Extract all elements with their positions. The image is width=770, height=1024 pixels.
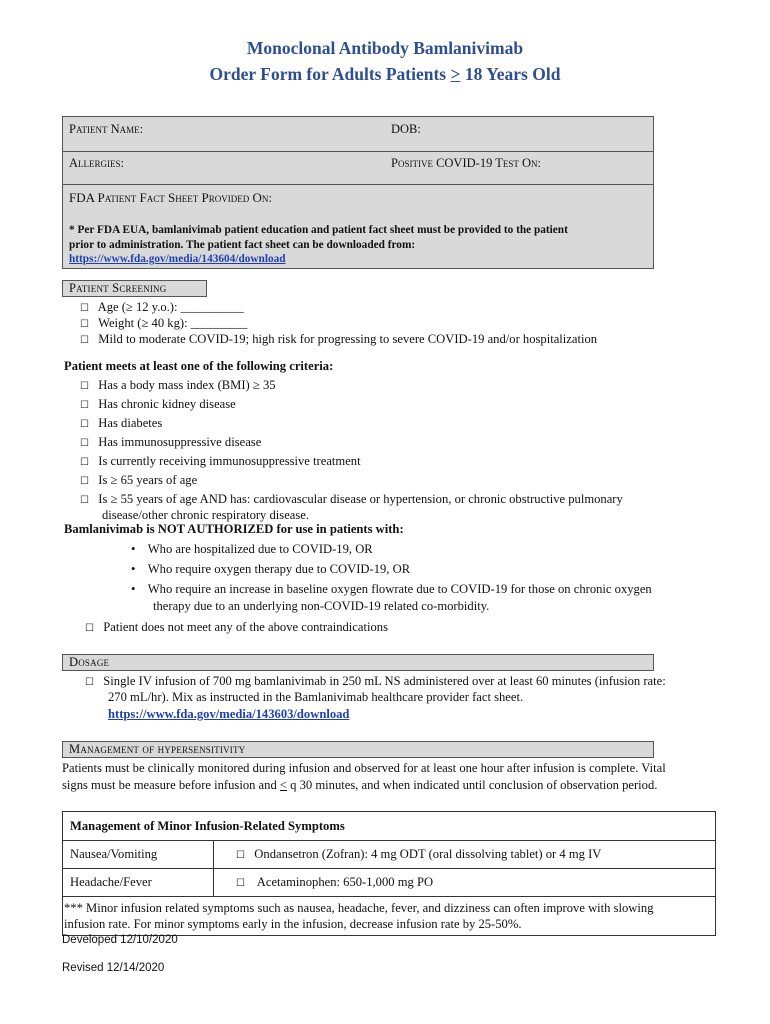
checkbox-icon[interactable]: ☐ [80, 400, 89, 411]
criteria-item-immuno-disease[interactable]: ☐ Has immunosuppressive disease [80, 435, 262, 449]
screening-item-covid[interactable]: ☐ Mild to moderate COVID-19; high risk for progressing to severe COVID-19 and/or hospitalization [80, 332, 598, 346]
patient-name-field[interactable]: Patient Name: [69, 122, 144, 136]
criteria-item-kidney[interactable]: ☐ Has chronic kidney disease [80, 397, 236, 411]
title-prefix: Order Form for Adults Patients [209, 64, 451, 84]
symptoms-note-line2: infusion rate. For minor symptoms early in the infusion, decrease infusion rate by 25-50%. [64, 917, 522, 931]
symptoms-note [63, 897, 716, 936]
treatment-cell[interactable]: ☐ Ondansetron (Zofran): 4 mg ODT (oral dissolving tablet) or 4 mg IV [214, 841, 716, 869]
patient-info-block [62, 116, 654, 269]
symptoms-note-line1: *** Minor infusion related symptoms such as nausea, headache, fever, and dizziness can often improve with slowing [64, 901, 654, 915]
revised-date: Revised 12/14/2020 [62, 962, 165, 974]
criteria-item-bmi[interactable]: ☐ Has a body mass index (BMI) ≥ 35 [80, 378, 276, 392]
criteria-item-age55[interactable]: ☐ Is ≥ 55 years of age AND has: cardiovascular disease or hypertension, or chronic obstructive pulmonary [80, 492, 623, 506]
bullet-icon: • [131, 582, 136, 596]
fact-sheet-note-line1: * Per FDA EUA, bamlanivimab patient education and patient fact sheet must be provided to the patient [69, 224, 568, 236]
fact-sheet-field[interactable]: FDA Patient Fact Sheet Provided On: [69, 190, 272, 205]
dosage-line2: 270 mL/hr). Mix as instructed in the Bamlanivimab healthcare provider fact sheet. [108, 690, 524, 704]
checkbox-icon[interactable]: ☐ [80, 476, 89, 487]
hypersensitivity-line1: Patients must be clinically monitored during infusion and observed for at least one hour after infusion is complete. Vital [62, 761, 666, 775]
dosage-header-bar [62, 654, 654, 671]
not-authorized-bullet-1: • Who are hospitalized due to COVID-19, OR [131, 542, 373, 556]
hypersensitivity-line2: signs must be measure before infusion and < q 30 minutes, and when indicated until conclusion of observation period. [62, 778, 658, 792]
criteria-heading: Patient meets at least one of the following criteria: [64, 359, 334, 373]
treatment-cell[interactable]: ☐ Acetaminophen: 650-1,000 mg PO [214, 869, 716, 897]
checkbox-icon[interactable]: ☐ [236, 850, 245, 861]
screening-header: Patient Screening [69, 281, 167, 295]
dosage-checkbox-line[interactable]: ☐ Single IV infusion of 700 mg bamlanivimab in 250 mL NS administered over at least 60 minutes (infusion rate: [85, 674, 666, 688]
checkbox-icon[interactable]: ☐ [80, 495, 89, 506]
title-suffix: 18 Years Old [460, 64, 561, 84]
form-title-line2 [0, 64, 770, 85]
developed-date: Developed 12/10/2020 [62, 934, 178, 946]
table-note-row [63, 897, 716, 936]
symptoms-table-header: Management of Minor Infusion-Related Symptoms [63, 812, 716, 841]
bullet-icon: • [131, 542, 136, 556]
table-row [63, 841, 716, 869]
symptom-cell: Headache/Fever [63, 869, 214, 897]
checkbox-icon[interactable]: ☐ [80, 419, 89, 430]
not-authorized-bullet-3: • Who require an increase in baseline oxygen flowrate due to COVID-19 for those on chronic oxygen [131, 582, 652, 596]
hypersensitivity-header-bar [62, 741, 654, 758]
screening-item-age[interactable]: ☐ Age (≥ 12 y.o.): __________ [80, 300, 244, 314]
dosage-link[interactable]: https://www.fda.gov/media/143603/download [108, 707, 350, 721]
title-symbol: > [450, 64, 461, 84]
not-authorized-heading: Bamlanivimab is NOT AUTHORIZED for use in patients with: [64, 522, 404, 536]
table-row [63, 869, 716, 897]
checkbox-icon[interactable]: ☐ [80, 438, 89, 449]
screening-item-weight[interactable]: ☐ Weight (≥ 40 kg): _________ [80, 316, 248, 330]
criteria-item-age55-continuation: disease/other chronic respiratory disease. [102, 508, 310, 522]
checkbox-icon[interactable]: ☐ [80, 319, 89, 330]
symptom-cell: Nausea/Vomiting [63, 841, 214, 869]
contraindications-checkbox[interactable]: ☐ Patient does not meet any of the above contraindications [85, 620, 388, 634]
symptoms-table [62, 811, 716, 936]
fact-sheet-note-line2: prior to administration. The patient fact sheet can be downloaded from: [69, 239, 416, 251]
not-authorized-bullet-3-continuation: therapy due to an underlying non-COVID-19 related co-morbidity. [153, 599, 490, 613]
criteria-item-diabetes[interactable]: ☐ Has diabetes [80, 416, 163, 430]
dob-field[interactable]: DOB: [391, 122, 421, 136]
hypersensitivity-header: Management of hypersensitivity [69, 742, 246, 756]
checkbox-icon[interactable]: ☐ [80, 303, 89, 314]
criteria-item-immuno-treatment[interactable]: ☐ Is currently receiving immunosuppressive treatment [80, 454, 361, 468]
form-title-line1: Monoclonal Antibody Bamlanivimab [246, 38, 524, 58]
criteria-item-age65[interactable]: ☐ Is ≥ 65 years of age [80, 473, 198, 487]
checkbox-icon[interactable]: ☐ [85, 677, 94, 688]
table-header-row [63, 812, 716, 841]
checkbox-icon[interactable]: ☐ [236, 878, 245, 889]
checkbox-icon[interactable]: ☐ [85, 623, 94, 634]
screening-header-bar [62, 280, 207, 297]
checkbox-icon[interactable]: ☐ [80, 381, 89, 392]
allergies-field[interactable]: Allergies: [69, 156, 124, 170]
positive-test-field[interactable]: Positive COVID-19 Test On: [391, 156, 541, 170]
checkbox-icon[interactable]: ☐ [80, 457, 89, 468]
dosage-header: Dosage [69, 655, 110, 669]
fact-sheet-link[interactable]: https://www.fda.gov/media/143604/download [69, 253, 286, 265]
not-authorized-bullet-2: • Who require oxygen therapy due to COVID-19, OR [131, 562, 411, 576]
checkbox-icon[interactable]: ☐ [80, 335, 89, 346]
bullet-icon: • [131, 562, 136, 576]
